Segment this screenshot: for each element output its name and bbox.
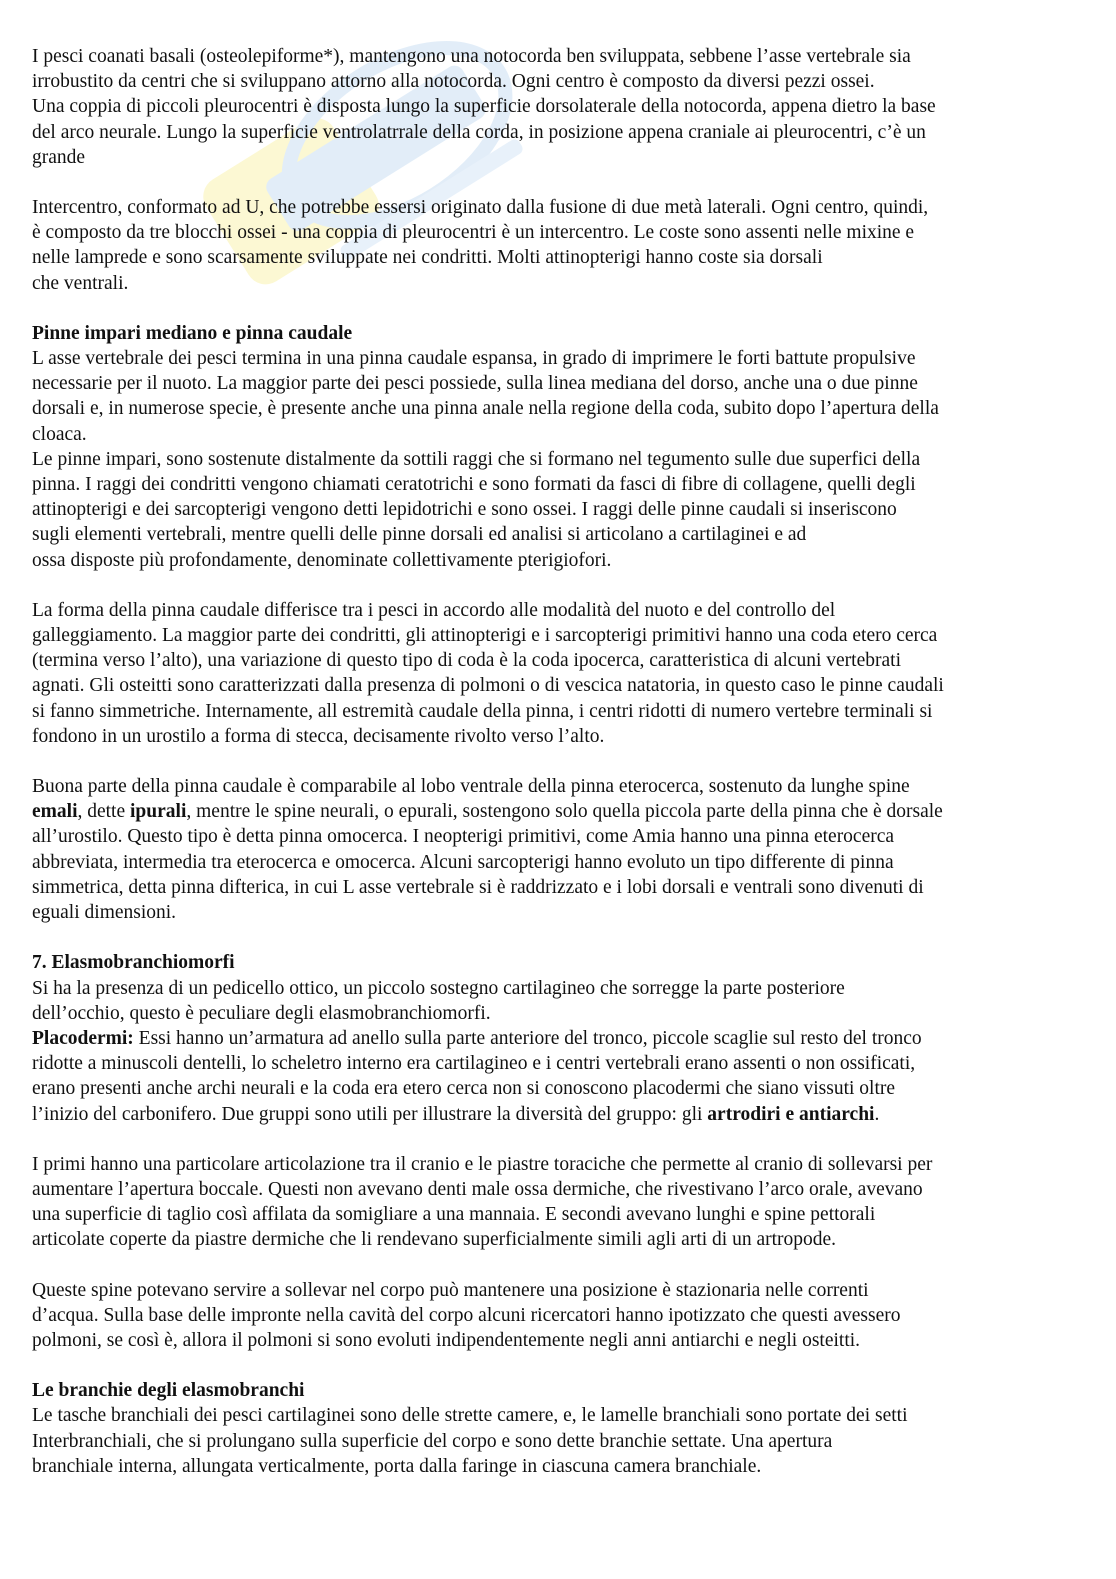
text-fragment: l’inizio del carbonifero. Due gruppi sono utili per illustrare la diversità del gruppo: gli [32, 1103, 708, 1125]
text-line: si fanno simmetriche. Internamente, all estremità caudale della pinna, i centri ridotti di numero vertebre terminali si [32, 700, 933, 722]
text-line: grande [32, 146, 86, 168]
section-branchie [32, 1378, 1092, 1479]
text-fragment: , mentre le spine neurali, o epurali, sostengono solo quella piccola parte della pinna che è dorsale [186, 801, 943, 823]
text-line: d’acqua. Sulla base delle impronte nella cavità del corpo alcuni ricercatori hanno ipotizzato che questi avessero [32, 1304, 901, 1326]
text-line: una superficie di taglio così affilata da somigliare a una mannaia. E secondi avevano lunghi e spine pettorali [32, 1204, 876, 1226]
text-line: Si ha la presenza di un pedicello ottico, un piccolo sostegno cartilagineo che sorregge la parte posteriore [32, 977, 845, 999]
bold-term-emali: emali [32, 801, 78, 823]
text-line: agnati. Gli osteitti sono caratterizzati dalla presenza di polmoni o di vescica natatoria, in questo caso le pinne caudali [32, 675, 944, 697]
text-line: Intercentro, conformato ad U, che potrebbe essersi originato dalla fusione di due metà laterali. Ogni centro, quindi, [32, 197, 929, 219]
text-line: del arco neurale. Lungo la superficie ventrolatrrale della corda, in posizione appena craniale ai pleurocentri, c’è un [32, 121, 926, 143]
text-line: articolate coperte da piastre dermiche che li rendevano superficialmente simili agli arti di un artropode. [32, 1229, 837, 1251]
text-line: simmetrica, detta pinna difterica, in cui L asse vertebrale si è raddrizzato e i lobi dorsali e ventrali sono divenuti di [32, 876, 924, 898]
text-line: che ventrali. [32, 272, 129, 294]
text-line: galleggiamento. La maggior parte dei condritti, gli attinopterigi e i sarcopterigi primitivi hanno una coda etero cerca [32, 625, 938, 647]
text-line: abbreviata, intermedia tra eterocerca e omocerca. Alcuni sarcopterigi hanno evoluto un tipo differente di pinna [32, 851, 894, 873]
paragraph-primi [32, 1152, 1092, 1253]
text-line: Una coppia di piccoli pleurocentri è disposta lungo la superficie dorsolaterale della notocorda, appena dietro la base [32, 96, 936, 118]
text-line: Le pinne impari, sono sostenute distalmente da sottili raggi che si formano nel tegumento sulle due superfici della [32, 448, 921, 470]
text-line: (termina verso l’alto), una variazione di questo tipo di coda è la coda ipocerca, caratteristica di alcuni vertebrati [32, 650, 901, 672]
text-line: ridotte a minuscoli dentelli, lo scheletro interno era cartilagineo e i centri vertebrali erano assenti o non ossificati, [32, 1053, 916, 1075]
text-line: eguali dimensioni. [32, 902, 177, 924]
bold-term-ipurali: ipurali [130, 801, 187, 823]
text-fragment: , dette [77, 801, 131, 823]
section-heading-elasmo: 7. Elasmobranchiomorfi [32, 952, 235, 974]
text-line: dorsali e, in numerose specie, è presente anche una pinna anale nella regione della coda, subito dopo l’apertura della [32, 398, 939, 420]
text-line-mixed [32, 1026, 1092, 1051]
text-line: nelle lamprede e sono scarsamente sviluppate nei condritti. Molti attinopterigi hanno coste sia dorsali [32, 247, 823, 269]
text-line: attinopterigi e dei sarcopterigi vengono detti lepidotrichi e sono ossei. I raggi delle pinne caudali si inseriscono [32, 499, 897, 521]
text-line: fondono in un urostilo a forma di stecca, decisamente rivolto verso l’alto. [32, 725, 605, 747]
text-line: aumentare l’apertura boccale. Questi non avevano denti male ossa dermiche, che rivestivano l’arco orale, avevano [32, 1178, 923, 1200]
text-line: Buona parte della pinna caudale è comparabile al lobo ventrale della pinna eterocerca, sostenuto da lunghe spine [32, 776, 910, 798]
section-pinne-intro [32, 321, 1092, 573]
section-heading-pinne: Pinne impari mediano e pinna caudale [32, 322, 353, 344]
text-line: I pesci coanati basali (osteolepiforme*), mantengono una notocorda ben sviluppata, sebbene l’asse vertebrale sia [32, 46, 911, 67]
text-line: branchiale interna, allungata verticalmente, porta dalla faringe in ciascuna camera branchiale. [32, 1455, 762, 1477]
text-line: Le tasche branchiali dei pesci cartilaginei sono delle strette camere, e, le lamelle branchiali sono portate dei setti [32, 1405, 908, 1427]
text-line: irrobustito da centri che si sviluppano attorno alla notocorda. Ogni centro è composto da diversi pezzi ossei. [32, 71, 875, 93]
text-line: pinna. I raggi dei condritti vengono chiamati ceratotrichi e sono formati da fasci di fibre di collagene, quelli degli [32, 474, 916, 496]
section-heading-branchie: Le branchie degli elasmobranchi [32, 1380, 305, 1402]
paragraph-forma-pinna [32, 598, 1092, 749]
bold-term-artrodiri: artrodiri e antiarchi [707, 1103, 875, 1125]
text-line: ossa disposte più profondamente, denominate collettivamente pterigiofori. [32, 549, 612, 571]
text-line: La forma della pinna caudale differisce tra i pesci in accordo alle modalità del nuoto e del controllo del [32, 599, 836, 621]
paragraph-intercentro [32, 195, 1092, 296]
paragraph-omocerca [32, 774, 1092, 925]
section-elasmobranchiomorfi [32, 950, 1092, 1126]
text-line: I primi hanno una particolare articolazione tra il cranio e le piastre toraciche che permette al cranio di sollevarsi per [32, 1153, 933, 1175]
text-line: cloaca. [32, 423, 87, 445]
text-line: è composto da tre blocchi ossei - una coppia di pleurocentri è un intercentro. Le coste sono assenti nelle mixine e [32, 222, 915, 244]
text-line: L asse vertebrale dei pesci termina in una pinna caudale espansa, in grado di imprimere le forti battute propulsive [32, 348, 916, 370]
text-line: Queste spine potevano servire a sollevar nel corpo può mantenere una posizione è stazionaria nelle correnti [32, 1279, 869, 1301]
text-line: polmoni, se così è, allora il polmoni si sono evoluti indipendentemente negli anni antiarchi e negli osteitti. [32, 1329, 861, 1351]
text-line: sugli elementi vertebrali, mentre quelli delle pinne dorsali ed analisi si articolano a cartilaginei e ad [32, 524, 807, 546]
text-fragment: Essi hanno un’armatura ad anello sulla parte anteriore del tronco, piccole scaglie sul resto del tronco [133, 1027, 922, 1049]
text-line: necessarie per il nuoto. La maggior parte dei pesci possiede, sulla linea mediana del dorso, anche una o due pinne [32, 373, 918, 395]
bold-label-placodermi: Placodermi: [32, 1027, 134, 1049]
paragraph-spine [32, 1278, 1092, 1354]
text-line: Interbranchiali, che si prolungano sulla superficie del corpo e sono dette branchie settate. Una apertura [32, 1430, 833, 1452]
text-line: dell’occhio, questo è peculiare degli elasmobranchiomorfi. [32, 1002, 491, 1024]
paragraph-osteolepiforme [32, 44, 1092, 170]
text-line: erano presenti anche archi neurali e la coda era etero cerca non si conoscono placodermi che siano vissuti oltre [32, 1078, 896, 1100]
document-page [32, 44, 1092, 1479]
text-line-mixed [32, 799, 1092, 824]
text-fragment: . [874, 1103, 880, 1125]
text-line-mixed [32, 1102, 1092, 1127]
text-line: all’urostilo. Questo tipo è detta pinna omocerca. I neopterigi primitivi, come Amia hanno una pinna eterocerca [32, 826, 895, 848]
